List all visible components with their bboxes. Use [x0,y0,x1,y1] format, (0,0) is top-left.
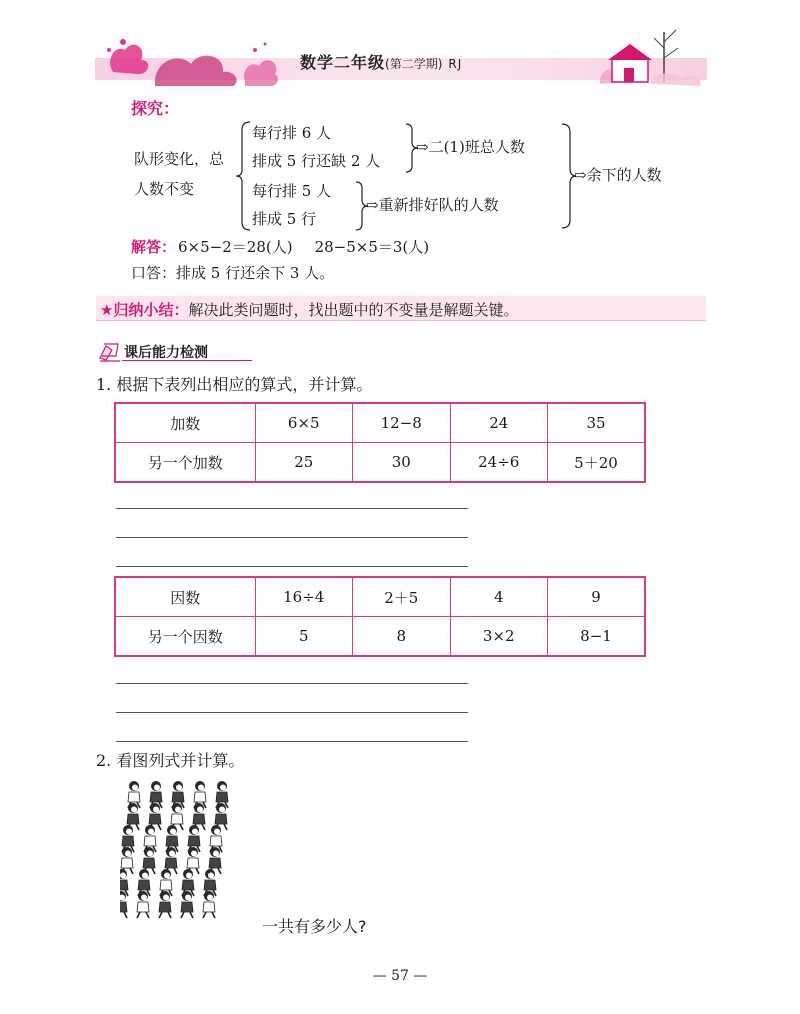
page-number: — 57 — [372,968,428,984]
solution-label: 解答： [131,238,177,256]
table-cell: 因数 [115,577,255,617]
table-row [115,403,645,443]
table-row [115,617,645,657]
section-title [98,340,208,366]
people-illustration [120,778,260,930]
summary-line [100,299,518,320]
diagram-row3: 每行排 5 人 [252,182,332,200]
header-edition: RJ [448,57,463,71]
table-addends [114,402,646,483]
explore-diagram [130,118,710,234]
table-row [115,577,645,617]
answer-line-5 [116,712,468,713]
table-cell: 24÷6 [450,443,548,483]
person-figure [203,891,215,918]
table-cell: 24 [450,403,548,443]
section-title-underline [122,360,252,361]
explore-label: 探究： [131,99,180,118]
table-cell: 9 [548,577,646,617]
header-title-sub: (第二学期) [385,57,443,71]
table-cell: 5＋20 [548,443,646,483]
table-cell: 8−1 [548,617,646,657]
table-cell: 8 [353,617,451,657]
solution-calc2: 28−5×5＝3(人) [314,238,430,256]
summary-label: ★归纳小结： [100,301,189,319]
table-cell: 30 [353,443,451,483]
diagram-row1: 每行排 6 人 [252,124,332,142]
answer-line-4 [116,683,468,684]
table-cell: 3×2 [450,617,548,657]
header-decoration-right [590,18,708,90]
diagram-left-line1: 队形变化，总 [134,150,225,168]
diagram-row2: 排成 5 行还缺 2 人 [252,152,381,170]
person-figure [181,891,193,918]
table-cell: 另一个因数 [115,617,255,657]
question-2: 2. 看图列式并计算。 [96,751,245,770]
answer-line-3 [116,566,468,567]
person-figure [159,891,171,918]
diagram-left-line2: 人数不变 [134,180,195,198]
header-decoration-left [95,30,285,90]
person-figure [137,891,149,918]
brace-left [236,122,250,230]
pencil-book-icon [98,340,122,362]
answer-line-1 [116,508,468,509]
section-title-text: 课后能力检测 [124,345,208,361]
header-title-main: 数学二年级 [300,53,386,72]
solution-line [131,236,429,257]
table-cell: 6×5 [255,403,353,443]
question-1: 1. 根据下表列出相应的算式，并计算。 [96,375,373,394]
summary-text: 解决此类问题时，找出题中的不变量是解题关键。 [188,301,519,319]
solution-reply: 口答：排成 5 行还余下 3 人。 [131,264,335,282]
solution-calc1: 6×5−2＝28(人) [178,238,293,256]
table-cell: 16÷4 [255,577,353,617]
answer-line-2 [116,537,468,538]
table-cell: 加数 [115,403,255,443]
diagram-result-b: ⇨重新排好队的人数 [366,196,499,214]
table-cell: 2＋5 [353,577,451,617]
answer-line-6 [116,741,468,742]
table-cell: 12−8 [353,403,451,443]
table-row [115,443,645,483]
table-cell: 4 [450,577,548,617]
diagram-result-a: ⇨二(1)班总人数 [416,138,525,156]
header-title [300,50,462,73]
diagram-result-final: ⇨余下的人数 [574,166,662,184]
table-cell: 35 [548,403,646,443]
table-cell: 另一个加数 [115,443,255,483]
table-cell: 5 [255,617,353,657]
table-factors [114,576,646,657]
diagram-row4: 排成 5 行 [252,210,317,228]
question-2-ask: 一共有多少人? [262,917,367,936]
person-figure [120,891,127,918]
table-cell: 25 [255,443,353,483]
